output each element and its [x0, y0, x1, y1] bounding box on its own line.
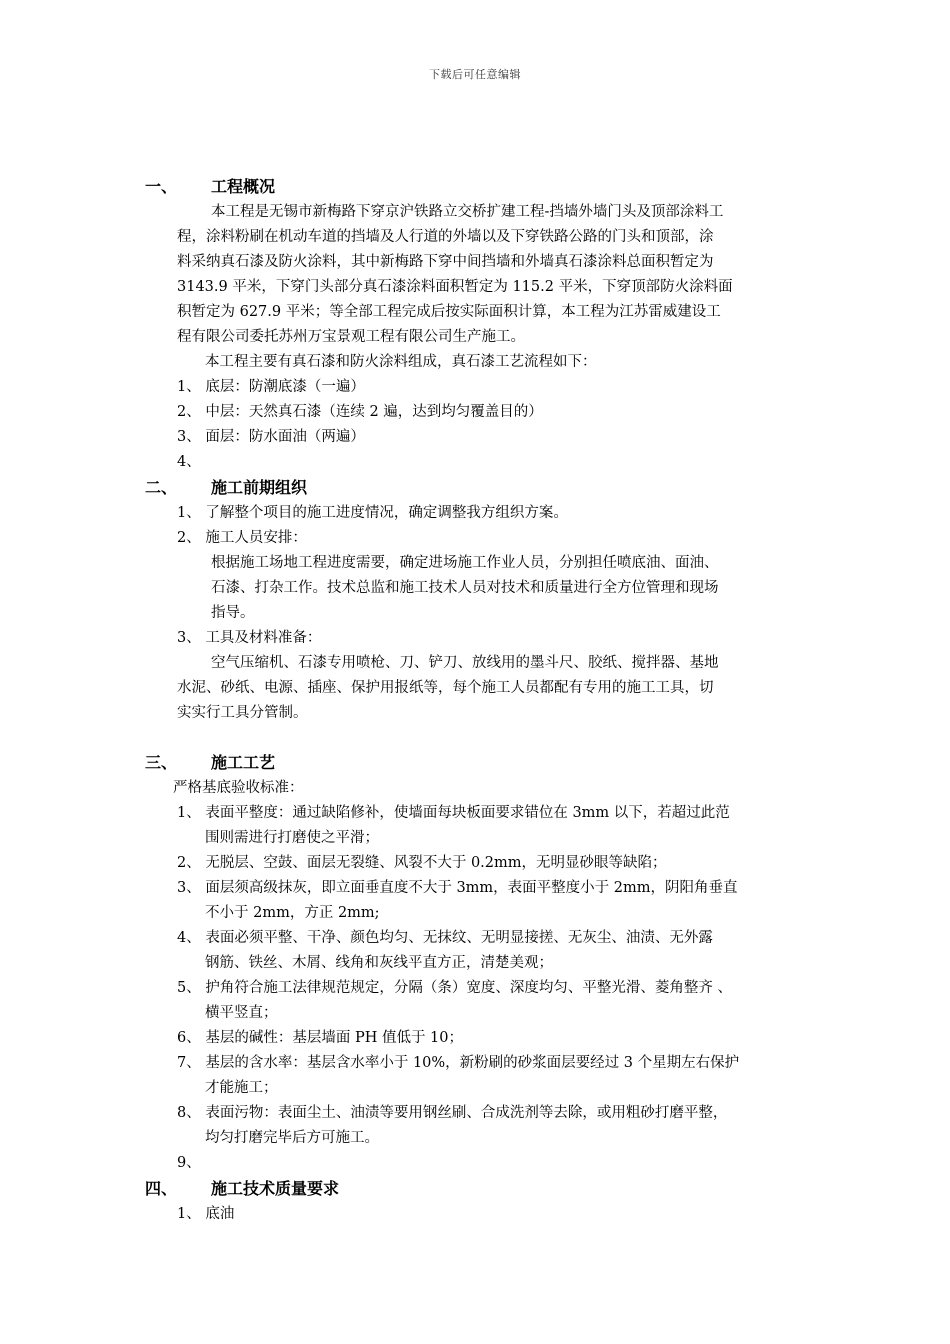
paragraph-line: 本工程是无锡市新梅路下穿京沪铁路立交桥扩建工程-挡墙外墙门头及顶部涂料工 — [211, 204, 724, 220]
section-heading — [145, 750, 815, 776]
list-item: 2、 无脱层、空鼓、面层无裂缝、风裂不大于 0.2mm，无明显砂眼等缺陷； — [177, 855, 667, 871]
section-title: 工程概况 — [211, 177, 276, 196]
paragraph-line: 程，涂料粉刷在机动车道的挡墙及人行道的外墙以及下穿铁路公路的门头和顶部，涂 — [177, 229, 714, 245]
list-item: 1、 底油 — [177, 1206, 235, 1222]
list-item: 7、 基层的含水率：基层含水率小于 10%，新粉刷的砂浆面层要经过 3 个星期左右保护 — [177, 1055, 740, 1071]
section-number: 二、 — [145, 478, 178, 497]
paragraph-line: 水泥、砂纸、电源、插座、保护用报纸等，每个施工人员都配有专用的施工工具，切 — [177, 680, 714, 696]
list-item: 9、 — [177, 1155, 201, 1171]
list-item-continuation: 围则需进行打磨使之平滑； — [205, 830, 379, 846]
paragraph-line: 石漆、打杂工作。技术总监和施工技术人员对技术和质量进行全方位管理和现场 — [211, 580, 719, 596]
section-gap — [145, 726, 815, 750]
page-header: 下载后可任意编辑 — [429, 68, 521, 81]
list-item: 3、 面层须高级抹灰，即立面垂直度不大于 3mm，表面平整度小于 2mm，阴阳角垂直 — [177, 880, 738, 896]
list-item: 4、 表面必须平整、干净、颜色均匀、无抹纹、无明显接搓、无灰尘、油渍、无外露 — [177, 930, 713, 946]
list-item-continuation: 均匀打磨完毕后方可施工。 — [205, 1130, 379, 1146]
section-title: 施工工艺 — [211, 753, 276, 772]
list-item: 4、 — [177, 454, 201, 470]
section-title: 施工前期组织 — [211, 478, 308, 497]
paragraph-line: 料采纳真石漆及防火涂料，其中新梅路下穿中间挡墙和外墙真石漆涂料总面积暂定为 — [177, 254, 714, 270]
list-item: 1、 底层：防潮底漆（一遍） — [177, 379, 365, 395]
list-item: 6、 基层的碱性：基层墙面 PH 值低于 10； — [177, 1030, 464, 1046]
list-item-continuation: 横平竖直； — [205, 1005, 278, 1021]
list-item: 1、 表面平整度：通过缺陷修补，使墙面每块板面要求错位在 3mm 以下，若超过此范 — [177, 805, 730, 821]
section-title: 施工技术质量要求 — [211, 1179, 340, 1198]
section-number: 三、 — [145, 753, 178, 772]
paragraph-line: 严格基底验收标准： — [173, 780, 304, 796]
paragraph-line: 空气压缩机、石漆专用喷枪、刀、铲刀、放线用的墨斗尺、胶纸、搅拌器、基地 — [211, 655, 719, 671]
list-item-continuation: 才能施工； — [205, 1080, 278, 1096]
paragraph-line: 实实行工具分管制。 — [177, 705, 308, 721]
section-number: 四、 — [145, 1179, 178, 1198]
list-item: 1、 了解整个项目的施工进度情况，确定调整我方组织方案。 — [177, 505, 568, 521]
list-item: 3、 面层：防水面油（两遍） — [177, 429, 365, 445]
paragraph-line: 根据施工场地工程进度需要，确定进场施工作业人员，分别担任喷底油、面油、 — [211, 555, 719, 571]
document-body — [145, 174, 815, 1227]
list-item: 2、 中层：天然真石漆（连续 2 遍，达到均匀覆盖目的） — [177, 404, 543, 420]
list-item-continuation: 钢筋、铁丝、木屑、线角和灰线平直方正，清楚美观； — [205, 955, 553, 971]
section-heading — [145, 475, 815, 501]
paragraph-line: 本工程主要有真石漆和防火涂料组成，真石漆工艺流程如下： — [205, 354, 597, 370]
section-heading — [145, 1176, 815, 1202]
list-item: 3、 工具及材料准备： — [177, 630, 322, 646]
list-item: 2、 施工人员安排： — [177, 530, 307, 546]
section-number: 一、 — [145, 177, 178, 196]
list-item: 8、 表面污物：表面尘土、油渍等要用钢丝刷、合成洗剂等去除，或用粗砂打磨平整， — [177, 1105, 728, 1121]
paragraph-line: 积暂定为 627.9 平米；等全部工程完成后按实际面积计算，本工程为江苏雷威建设工 — [177, 304, 721, 320]
section-heading — [145, 174, 815, 200]
paragraph-line: 程有限公司委托苏州万宝景观工程有限公司生产施工。 — [177, 329, 525, 345]
paragraph-line: 3143.9 平米，下穿门头部分真石漆涂料面积暂定为 115.2 平米，下穿顶部防火涂料面 — [177, 279, 733, 295]
paragraph-line: 指导。 — [211, 605, 255, 621]
list-item-continuation: 不小于 2mm，方正 2mm; — [205, 905, 380, 921]
list-item: 5、 护角符合施工法律规范规定，分隔（条）宽度、深度均匀、平整光滑、菱角整齐 、 — [177, 980, 732, 996]
